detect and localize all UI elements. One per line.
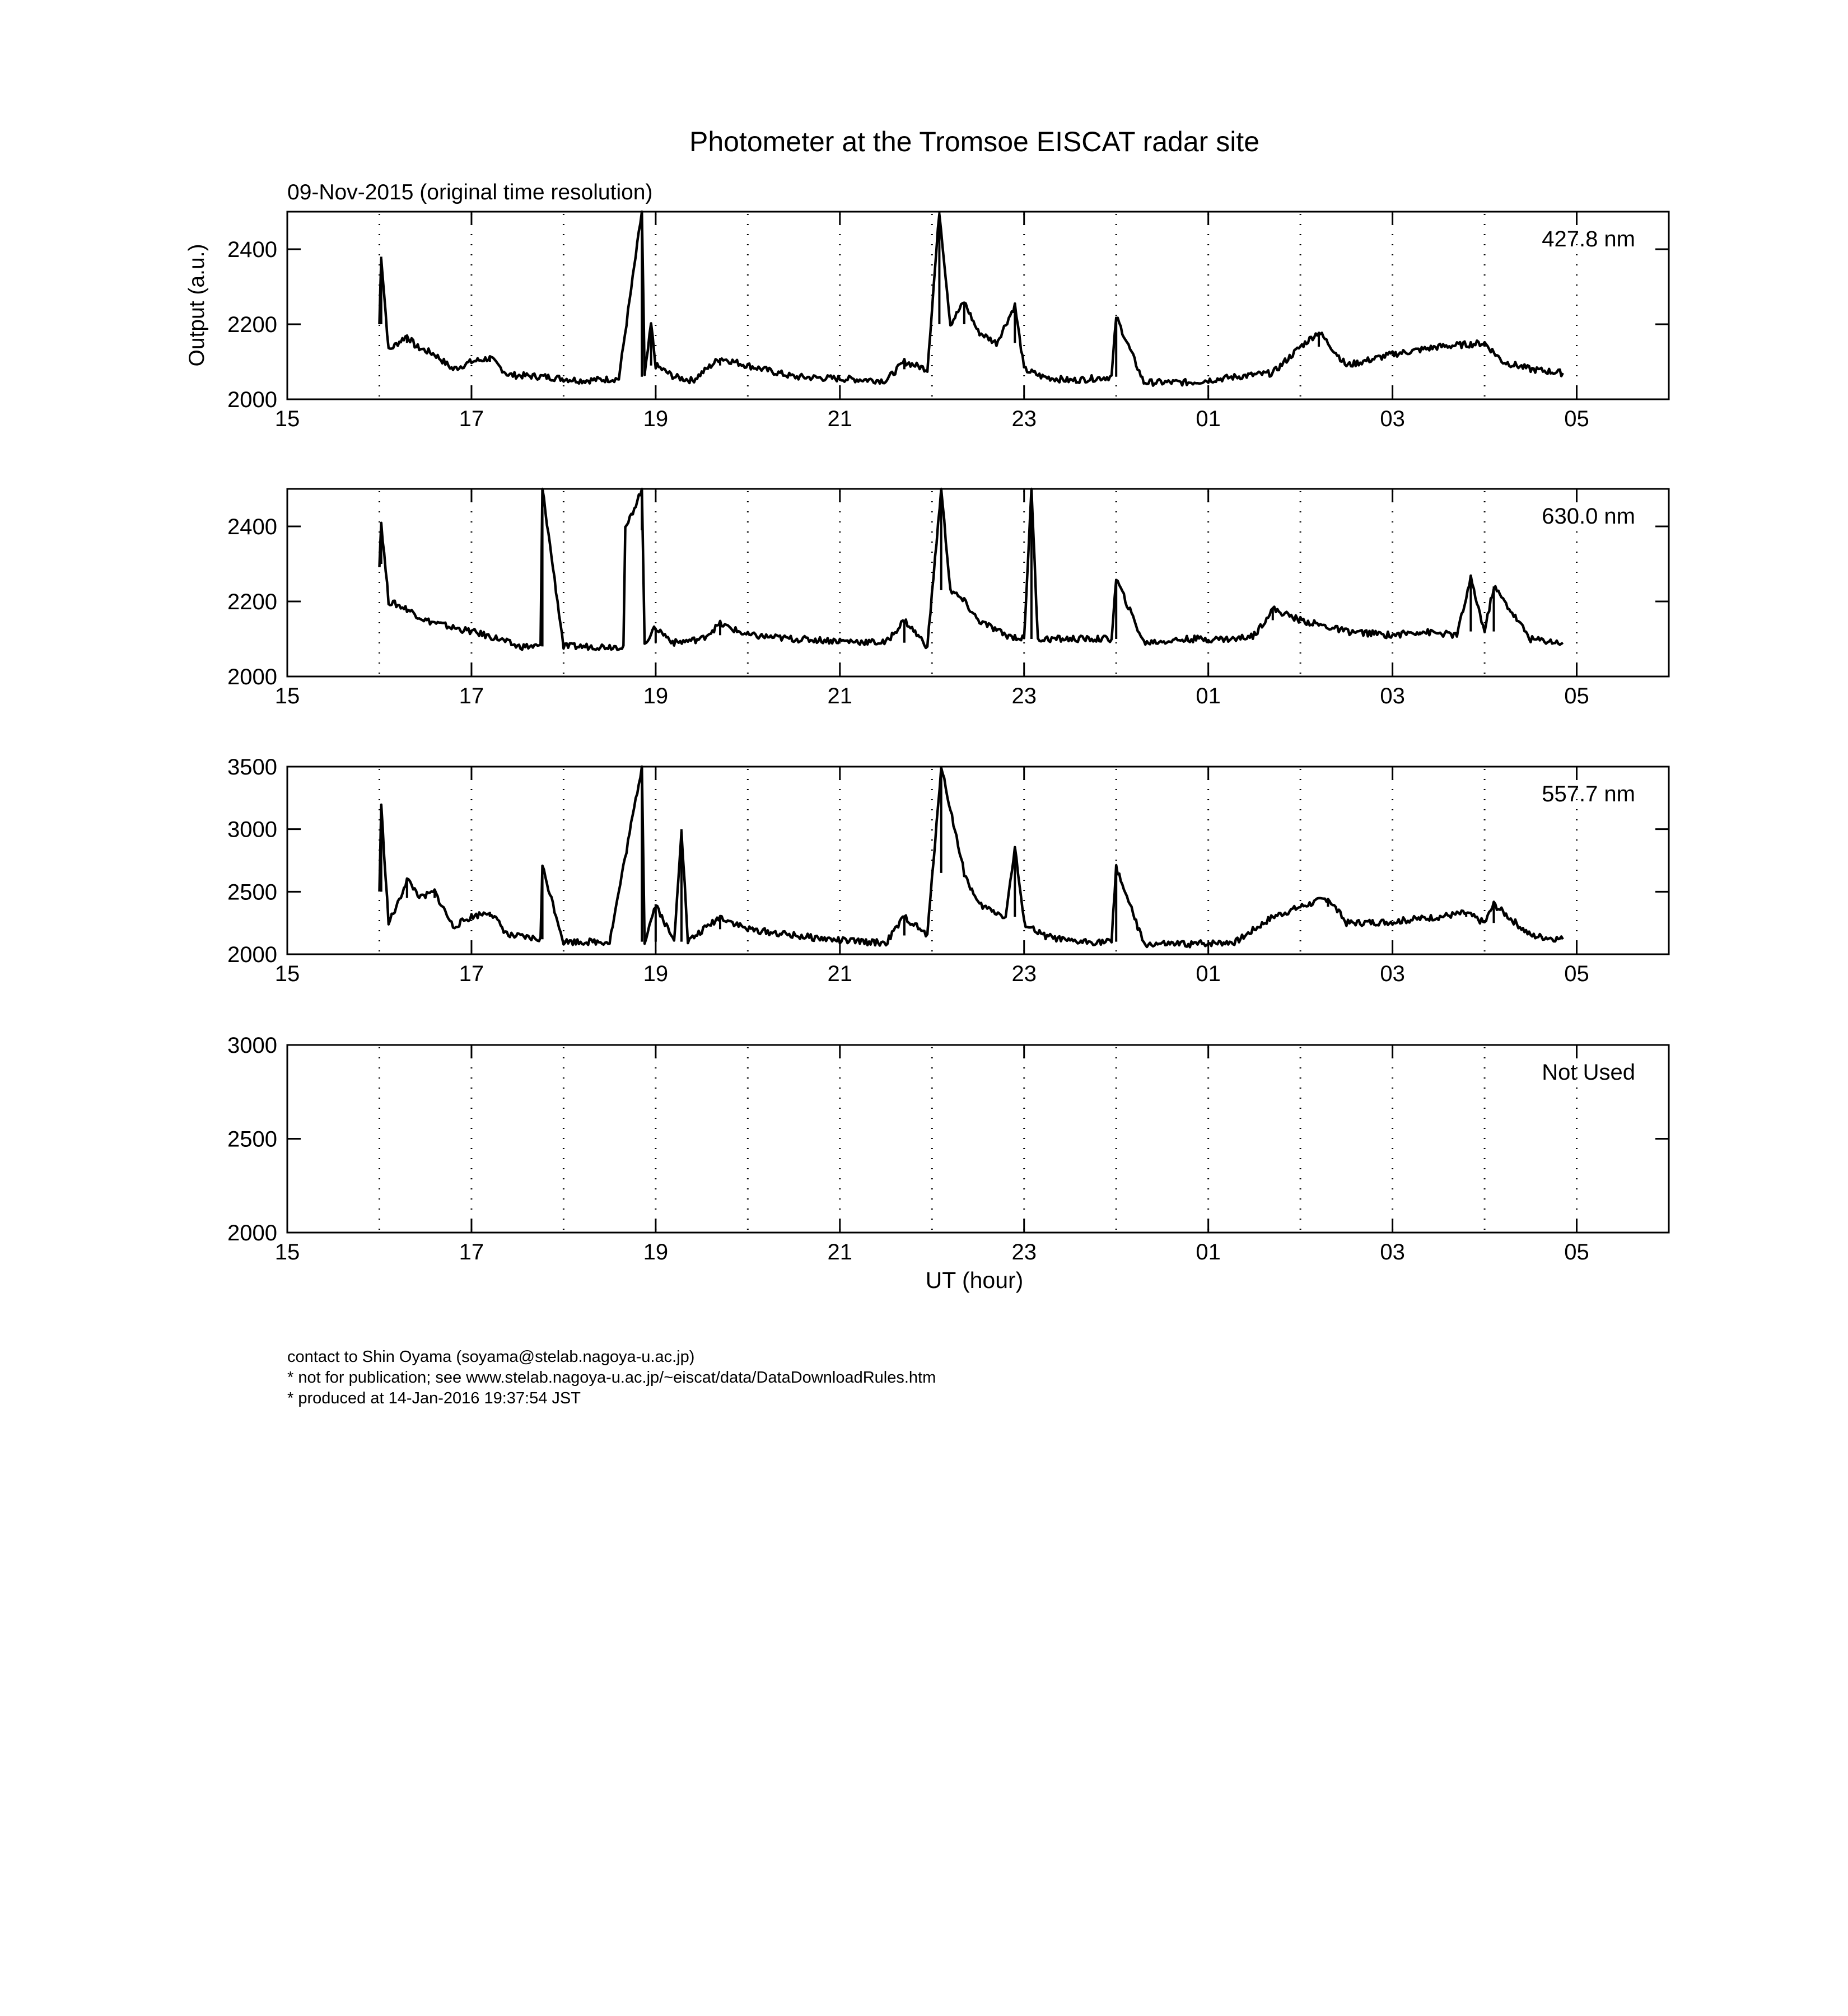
y-tick-label: 2200 — [227, 590, 277, 614]
y-tick-label: 2000 — [227, 942, 277, 967]
x-tick-label: 05 — [1564, 1240, 1589, 1264]
panel-label: 427.8 nm — [1542, 227, 1635, 251]
x-tick-label: 03 — [1380, 684, 1405, 708]
y-tick-label: 2000 — [227, 665, 277, 689]
x-tick-label: 05 — [1564, 407, 1589, 431]
x-tick-label: 17 — [459, 684, 484, 708]
x-tick-label: 05 — [1564, 684, 1589, 708]
chart-panels — [227, 212, 1669, 1264]
x-tick-label: 01 — [1196, 1240, 1221, 1264]
axes-frame — [287, 212, 1669, 399]
x-tick-label: 23 — [1011, 1240, 1037, 1264]
x-tick-label: 15 — [274, 1240, 300, 1264]
y-axis-label: Output (a.u.) — [185, 244, 209, 367]
figure-subtitle: 09-Nov-2015 (original time resolution) — [287, 180, 653, 204]
y-tick-label: 2400 — [227, 515, 277, 539]
axes-frame — [287, 1045, 1669, 1233]
footer-usage-note: * not for publication; see www.stelab.nagoya-u.ac.jp/~eiscat/data/DataDownloadRules.htm — [287, 1369, 936, 1387]
panel-label: 557.7 nm — [1542, 782, 1635, 806]
panel-2 — [227, 489, 1669, 708]
y-tick-label: 2500 — [227, 880, 277, 905]
y-tick-label: 2400 — [227, 237, 277, 262]
panel-label: Not Used — [1542, 1060, 1635, 1085]
x-tick-label: 23 — [1011, 962, 1037, 986]
panel-1 — [227, 212, 1669, 431]
x-tick-label: 15 — [274, 962, 300, 986]
x-tick-label: 15 — [274, 684, 300, 708]
figure-title: Photometer at the Tromsoe EISCAT radar site — [689, 126, 1260, 157]
x-tick-label: 03 — [1380, 962, 1405, 986]
x-tick-label: 03 — [1380, 1240, 1405, 1264]
x-axis-label: UT (hour) — [925, 1267, 1024, 1293]
footer-produced: * produced at 14-Jan-2016 19:37:54 JST — [287, 1389, 581, 1407]
x-tick-label: 17 — [459, 1240, 484, 1264]
y-tick-label: 3000 — [227, 817, 277, 842]
x-tick-label: 23 — [1011, 407, 1037, 431]
series-trace — [380, 212, 1563, 386]
y-tick-label: 3500 — [227, 755, 277, 780]
x-tick-label: 21 — [827, 1240, 853, 1264]
x-tick-label: 21 — [827, 684, 853, 708]
panel-label: 630.0 nm — [1542, 504, 1635, 529]
x-tick-label: 21 — [827, 962, 853, 986]
x-tick-label: 19 — [643, 684, 669, 708]
axes-frame — [287, 489, 1669, 676]
y-tick-label: 2200 — [227, 312, 277, 337]
x-tick-label: 19 — [643, 407, 669, 431]
y-tick-label: 2000 — [227, 388, 277, 412]
y-tick-label: 3000 — [227, 1033, 277, 1058]
panel-4 — [227, 1033, 1669, 1264]
x-tick-label: 01 — [1196, 684, 1221, 708]
x-tick-label: 01 — [1196, 962, 1221, 986]
x-tick-label: 03 — [1380, 407, 1405, 431]
x-tick-label: 19 — [643, 962, 669, 986]
axes-frame — [287, 767, 1669, 954]
x-tick-label: 23 — [1011, 684, 1037, 708]
x-tick-label: 01 — [1196, 407, 1221, 431]
y-tick-label: 2500 — [227, 1127, 277, 1152]
panel-3 — [227, 755, 1669, 986]
x-tick-label: 17 — [459, 962, 484, 986]
x-tick-label: 21 — [827, 407, 853, 431]
y-tick-label: 2000 — [227, 1221, 277, 1245]
series-trace — [380, 767, 1563, 947]
footer-contact: contact to Shin Oyama (soyama@stelab.nagoya-u.ac.jp) — [287, 1348, 695, 1366]
x-tick-label: 05 — [1564, 962, 1589, 986]
x-tick-label: 17 — [459, 407, 484, 431]
x-tick-label: 15 — [274, 407, 300, 431]
series-trace — [380, 489, 1563, 650]
x-tick-label: 19 — [643, 1240, 669, 1264]
footer-notes — [287, 1347, 936, 1409]
